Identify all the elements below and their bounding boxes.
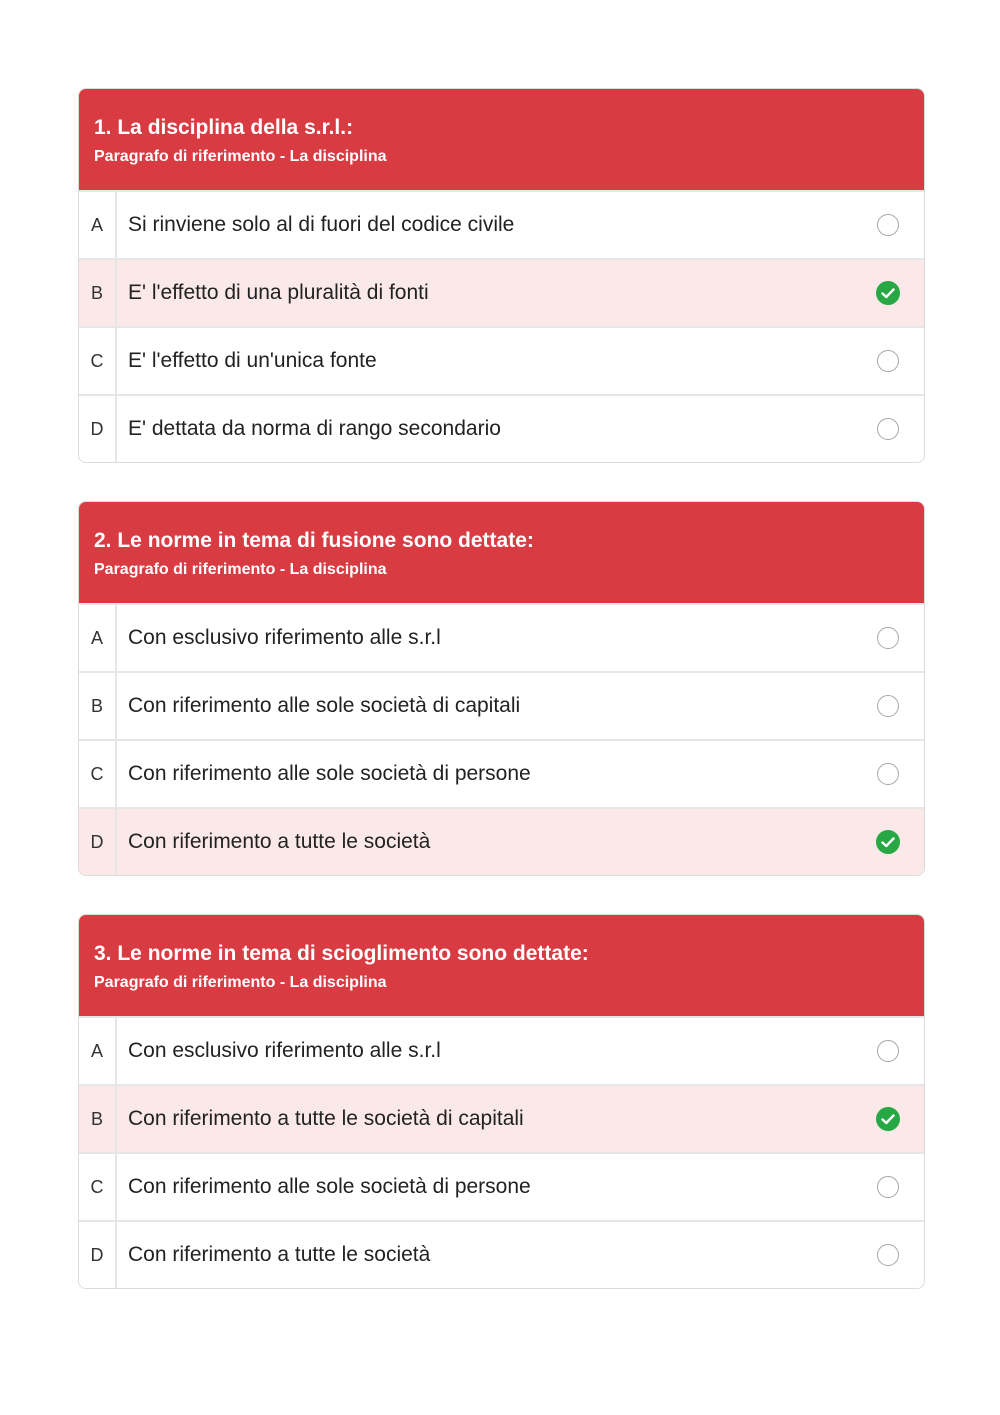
option-letter: A (79, 192, 117, 258)
answer-option-a[interactable] (79, 1016, 924, 1084)
check-circle-icon (875, 1106, 901, 1132)
empty-radio-icon (877, 763, 899, 785)
option-marker[interactable] (852, 1244, 924, 1266)
question-reference: Paragrafo di riferimento - La disciplina (94, 148, 387, 165)
option-marker[interactable] (852, 763, 924, 785)
option-marker[interactable] (852, 1106, 924, 1132)
empty-radio-icon (877, 1040, 899, 1062)
option-text: E' dettata da norma di rango secondario (128, 417, 501, 440)
answer-option-b[interactable] (79, 1084, 924, 1152)
question-reference: Paragrafo di riferimento - La disciplina (94, 561, 387, 578)
option-letter: D (79, 396, 117, 462)
option-letter: C (79, 741, 117, 807)
answer-option-d[interactable] (79, 1220, 924, 1288)
option-text: Con riferimento alle sole società di capitali (128, 694, 521, 717)
option-text: Con riferimento alle sole società di persone (128, 762, 531, 785)
empty-radio-icon (877, 695, 899, 717)
option-letter: B (79, 1086, 117, 1152)
check-circle-icon (875, 829, 901, 855)
option-letter: C (79, 1154, 117, 1220)
option-marker[interactable] (852, 280, 924, 306)
empty-radio-icon (877, 350, 899, 372)
question-title: 1. La disciplina della s.r.l.: (94, 116, 354, 139)
option-letter: A (79, 605, 117, 671)
question-header (79, 915, 924, 1016)
option-text: E' l'effetto di una pluralità di fonti (128, 281, 429, 304)
option-text: Con riferimento a tutte le società (128, 1243, 431, 1266)
empty-radio-icon (877, 1176, 899, 1198)
question-title: 2. Le norme in tema di fusione sono dettate: (94, 529, 534, 552)
empty-radio-icon (877, 1244, 899, 1266)
empty-radio-icon (877, 214, 899, 236)
option-letter: D (79, 1222, 117, 1288)
answer-option-d[interactable] (79, 394, 924, 462)
option-marker[interactable] (852, 627, 924, 649)
option-text: E' l'effetto di un'unica fonte (128, 349, 377, 372)
option-letter: C (79, 328, 117, 394)
option-text: Con esclusivo riferimento alle s.r.l (128, 626, 441, 649)
question-header (79, 502, 924, 603)
option-marker[interactable] (852, 350, 924, 372)
option-text: Si rinviene solo al di fuori del codice civile (128, 213, 515, 236)
answer-option-b[interactable] (79, 258, 924, 326)
question-card-3 (78, 914, 925, 1289)
option-text: Con riferimento a tutte le società (128, 830, 431, 853)
answer-option-c[interactable] (79, 326, 924, 394)
answer-option-c[interactable] (79, 739, 924, 807)
option-letter: A (79, 1018, 117, 1084)
option-text: Con esclusivo riferimento alle s.r.l (128, 1039, 441, 1062)
answer-option-a[interactable] (79, 603, 924, 671)
option-marker[interactable] (852, 829, 924, 855)
question-header (79, 89, 924, 190)
option-marker[interactable] (852, 418, 924, 440)
answer-option-c[interactable] (79, 1152, 924, 1220)
option-marker[interactable] (852, 1176, 924, 1198)
option-letter: D (79, 809, 117, 875)
answer-option-b[interactable] (79, 671, 924, 739)
question-card-1 (78, 88, 925, 463)
option-marker[interactable] (852, 1040, 924, 1062)
empty-radio-icon (877, 418, 899, 440)
option-text: Con riferimento alle sole società di persone (128, 1175, 531, 1198)
question-card-2 (78, 501, 925, 876)
option-letter: B (79, 260, 117, 326)
question-title: 3. Le norme in tema di scioglimento sono dettate: (94, 942, 589, 965)
answer-option-a[interactable] (79, 190, 924, 258)
empty-radio-icon (877, 627, 899, 649)
answer-option-d[interactable] (79, 807, 924, 875)
option-marker[interactable] (852, 695, 924, 717)
option-text: Con riferimento a tutte le società di capitali (128, 1107, 524, 1130)
check-circle-icon (875, 280, 901, 306)
option-letter: B (79, 673, 117, 739)
question-reference: Paragrafo di riferimento - La disciplina (94, 974, 387, 991)
option-marker[interactable] (852, 214, 924, 236)
